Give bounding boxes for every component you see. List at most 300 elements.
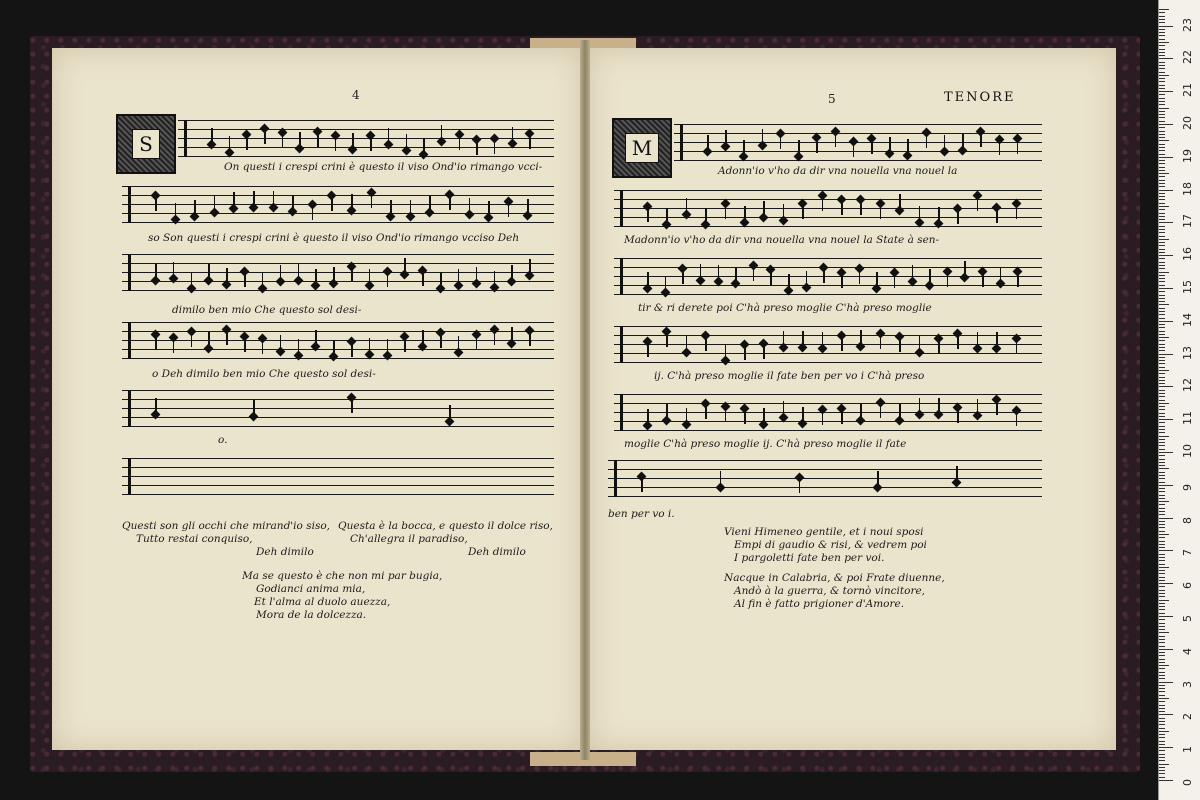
note-stem — [315, 330, 317, 344]
ruler-tick — [1159, 403, 1169, 404]
ruler-tick — [1159, 564, 1165, 565]
note-stem — [351, 343, 353, 357]
ruler-tick — [1159, 741, 1165, 742]
verse-column-2 — [338, 520, 553, 559]
ruler-tick — [1159, 354, 1173, 355]
ruler-tick — [1159, 298, 1165, 299]
note-stem — [823, 269, 825, 283]
note-stem — [762, 129, 764, 143]
note-stem — [488, 201, 490, 215]
verse-line: Tutto restai conquiso, — [136, 533, 253, 545]
ruler-tick — [1159, 734, 1165, 735]
note-stem — [331, 197, 333, 211]
ruler-tick — [1159, 176, 1165, 177]
note-stem — [280, 335, 282, 349]
ruler-tick — [1159, 495, 1165, 496]
ruler-tick — [1159, 504, 1165, 505]
ruler-tick — [1159, 573, 1165, 574]
note-stem — [996, 401, 998, 415]
ruler-number: 6 — [1181, 582, 1194, 590]
note-stem — [175, 203, 177, 217]
clef-mark — [620, 394, 623, 431]
note-stem — [404, 258, 406, 272]
ruler-tick — [1159, 468, 1169, 469]
ruler-tick — [1159, 147, 1165, 148]
note-stem — [406, 134, 408, 148]
ruler-tick — [1159, 764, 1169, 765]
note-stem — [853, 143, 855, 157]
note-stem — [938, 207, 940, 221]
music-staff — [122, 390, 554, 430]
note-stem — [871, 140, 873, 154]
note-stem — [1017, 273, 1019, 287]
note-stem — [982, 273, 984, 287]
ruler-tick — [1159, 436, 1169, 437]
ruler-tick — [1159, 534, 1169, 535]
ruler-number: 2 — [1181, 713, 1194, 721]
ruler-tick — [1159, 445, 1165, 446]
ruler-number: 4 — [1181, 647, 1194, 655]
note-stem — [841, 337, 843, 351]
ruler-tick — [1159, 291, 1165, 292]
note-stem — [298, 264, 300, 278]
ruler-tick — [1159, 518, 1173, 519]
ruler-tick — [1159, 108, 1169, 109]
ruler-tick — [1159, 32, 1165, 33]
ruler-number: 19 — [1181, 148, 1194, 163]
note-stem — [440, 334, 442, 348]
verse-line: Et l'alma al duolo auezza, — [254, 596, 391, 608]
note-stem — [880, 335, 882, 349]
note-stem — [459, 136, 461, 150]
lyric-line: Adonn'io v'ho da dir vna nouella vna nouel la — [718, 165, 958, 177]
note-stem — [494, 331, 496, 345]
ruler-tick — [1159, 121, 1165, 122]
note-stem — [352, 133, 354, 147]
ruler-number: 22 — [1181, 50, 1194, 65]
note-stem — [422, 272, 424, 286]
note-stem — [194, 200, 196, 214]
ruler-tick — [1159, 629, 1165, 630]
ruler-tick — [1159, 691, 1165, 692]
note-stem — [802, 407, 804, 421]
note-stem — [1016, 205, 1018, 219]
note-stem — [763, 408, 765, 422]
note-stem — [744, 206, 746, 220]
note-stem — [155, 197, 157, 211]
ruler-tick — [1159, 62, 1165, 63]
note-stem — [980, 133, 982, 147]
note-stem — [494, 271, 496, 285]
note-stem — [229, 136, 231, 150]
note-stem — [282, 134, 284, 148]
ruler-tick — [1159, 314, 1165, 315]
note-stem — [244, 273, 246, 287]
note-stem — [529, 259, 531, 273]
ruler-tick — [1159, 19, 1165, 20]
lyric-line: so Son questi i crespi crini è questo il viso Ond'io rimango vccisο Deh — [148, 232, 520, 244]
note-stem — [876, 272, 878, 286]
ruler-tick — [1159, 478, 1165, 479]
note-stem — [783, 204, 785, 218]
ruler-tick — [1159, 321, 1173, 322]
measuring-ruler — [1158, 0, 1200, 800]
note-stem — [253, 191, 255, 205]
lyric-line: On questi i crespi crini è questo il viso Ond'io rimango vcci- — [224, 161, 543, 173]
note-stem — [1016, 340, 1018, 354]
verse-line: Godianci anima mia, — [256, 583, 366, 595]
note-stem — [720, 471, 722, 485]
ruler-tick — [1159, 134, 1165, 135]
note-stem — [822, 197, 824, 211]
note-stem — [770, 271, 772, 285]
ruler-tick — [1159, 104, 1165, 105]
ruler-tick — [1159, 744, 1165, 745]
decorated-initial — [116, 114, 176, 174]
lyric-line: Madonn'io v'ho da dir vna nouella vna nouel la State à sen- — [624, 234, 940, 246]
ruler-tick — [1159, 275, 1165, 276]
ruler-tick — [1159, 236, 1165, 237]
ruler-tick — [1159, 209, 1165, 210]
ruler-tick — [1159, 12, 1165, 13]
ruler-tick — [1159, 422, 1165, 423]
ruler-tick — [1159, 154, 1165, 155]
note-stem — [262, 340, 264, 354]
ruler-tick — [1159, 183, 1165, 184]
note-stem — [388, 128, 390, 142]
note-stem — [686, 408, 688, 422]
ruler-tick — [1159, 377, 1165, 378]
note-stem — [788, 274, 790, 288]
ruler-tick — [1159, 137, 1165, 138]
note-stem — [191, 333, 193, 347]
ruler-tick — [1159, 52, 1165, 53]
decorated-initial — [612, 118, 672, 178]
ruler-tick — [1159, 665, 1169, 666]
clef-mark — [184, 120, 187, 157]
ruler-tick — [1159, 655, 1165, 656]
note-stem — [647, 409, 649, 423]
ruler-tick — [1159, 45, 1165, 46]
ruler-tick — [1159, 35, 1165, 36]
note-stem — [841, 201, 843, 215]
note-stem — [957, 335, 959, 349]
ruler-tick — [1159, 167, 1165, 168]
verse-stanza-1 — [724, 526, 927, 565]
lyric-line: dimilo ben mio Che questo sol desi- — [172, 304, 362, 316]
note-stem — [647, 272, 649, 286]
ruler-tick — [1159, 186, 1165, 187]
note-stem — [735, 267, 737, 281]
verse-line: Empi di gaudio & risi, & vedrem poi — [734, 539, 927, 551]
ruler-tick — [1159, 472, 1165, 473]
ruler-tick — [1159, 29, 1165, 30]
note-stem — [977, 332, 979, 346]
ruler-tick — [1159, 16, 1165, 17]
ruler-tick — [1159, 140, 1169, 141]
ruler-tick — [1159, 714, 1173, 715]
ruler-tick — [1159, 590, 1165, 591]
ruler-tick — [1159, 678, 1165, 679]
initial-letter: S — [132, 129, 160, 159]
ruler-number: 5 — [1181, 615, 1194, 622]
ruler-tick — [1159, 131, 1165, 132]
ruler-tick — [1159, 68, 1165, 69]
ruler-tick — [1159, 511, 1165, 512]
ruler-tick — [1159, 514, 1165, 515]
ruler-tick — [1159, 537, 1165, 538]
note-stem — [912, 265, 914, 279]
note-stem — [860, 201, 862, 215]
ruler-tick — [1159, 180, 1165, 181]
note-stem — [292, 195, 294, 209]
music-staff — [122, 322, 554, 362]
ruler-tick — [1159, 337, 1169, 338]
ruler-tick — [1159, 521, 1165, 522]
note-stem — [822, 332, 824, 346]
ruler-tick — [1159, 383, 1165, 384]
ruler-tick — [1159, 646, 1165, 647]
ruler-tick — [1159, 196, 1165, 197]
ruler-tick — [1159, 567, 1169, 568]
ruler-tick — [1159, 708, 1165, 709]
ruler-tick — [1159, 639, 1165, 640]
note-stem — [977, 197, 979, 211]
ruler-tick — [1159, 593, 1165, 594]
ruler-tick — [1159, 226, 1165, 227]
note-stem — [753, 267, 755, 281]
clef-mark — [128, 322, 131, 359]
ruler-tick — [1159, 78, 1165, 79]
ruler-tick — [1159, 26, 1173, 27]
note-stem — [404, 338, 406, 352]
ruler-tick — [1159, 583, 1173, 584]
ruler-tick — [1159, 386, 1173, 387]
ruler-tick — [1159, 347, 1165, 348]
ruler-tick — [1159, 327, 1165, 328]
note-stem — [226, 268, 228, 282]
ruler-tick — [1159, 649, 1173, 650]
note-stem — [744, 410, 746, 424]
ruler-tick — [1159, 232, 1165, 233]
ruler-tick — [1159, 344, 1165, 345]
ruler-tick — [1159, 239, 1169, 240]
ruler-tick — [1159, 475, 1165, 476]
ruler-number: 7 — [1181, 549, 1194, 557]
ruler-tick — [1159, 675, 1165, 676]
note-stem — [926, 134, 928, 148]
ruler-tick — [1159, 190, 1173, 191]
ruler-tick — [1159, 619, 1165, 620]
note-stem — [962, 134, 964, 148]
note-stem — [806, 271, 808, 285]
ruler-tick — [1159, 331, 1165, 332]
ruler-tick — [1159, 193, 1165, 194]
music-staff — [614, 326, 1042, 366]
note-stem — [957, 210, 959, 224]
lyric-line: moglie C'hà preso moglie ij. C'hà preso moglie il fate — [624, 438, 907, 450]
ruler-tick — [1159, 91, 1173, 92]
lyric-line: ij. C'hà preso moglie il fate ben per vo i C'hà preso — [654, 370, 925, 382]
music-staff — [614, 258, 1042, 298]
ruler-tick — [1159, 623, 1165, 624]
note-stem — [312, 206, 314, 220]
note-stem — [783, 331, 785, 345]
ruler-tick — [1159, 580, 1165, 581]
lyric-line: o. — [218, 434, 228, 446]
verse-line: Vieni Himeneo gentile, et i noui sposi — [724, 526, 924, 538]
ruler-tick — [1159, 409, 1165, 410]
ruler-tick — [1159, 442, 1165, 443]
note-stem — [529, 135, 531, 149]
ruler-number: 3 — [1181, 680, 1194, 688]
verse-line: Andò à la guerra, & tornò vincitore, — [734, 585, 926, 597]
ruler-tick — [1159, 65, 1165, 66]
note-stem — [641, 478, 643, 492]
note-stem — [244, 338, 246, 352]
note-stem — [907, 139, 909, 153]
ruler-number: 17 — [1181, 214, 1194, 229]
note-stem — [725, 344, 727, 358]
note-stem — [763, 345, 765, 359]
ruler-tick — [1159, 117, 1165, 118]
note-stem — [725, 130, 727, 144]
ruler-tick — [1159, 554, 1165, 555]
ruler-tick — [1159, 157, 1173, 158]
note-stem — [529, 332, 531, 346]
music-staff — [674, 124, 1042, 164]
ruler-tick — [1159, 449, 1165, 450]
verse-line: Al fin è fatto prigioner d'Amore. — [734, 598, 905, 610]
note-stem — [262, 272, 264, 286]
note-stem — [1016, 412, 1018, 426]
ruler-tick — [1159, 550, 1173, 551]
ruler-tick — [1159, 393, 1165, 394]
ruler-number: 9 — [1181, 483, 1194, 491]
ruler-tick — [1159, 429, 1165, 430]
note-stem — [919, 336, 921, 350]
note-stem — [476, 267, 478, 281]
note-stem — [476, 336, 478, 350]
ruler-tick — [1159, 285, 1165, 286]
note-stem — [273, 191, 275, 205]
ruler-tick — [1159, 632, 1169, 633]
verse-line: Questa è la bocca, e questo il dolce riso, — [338, 520, 553, 532]
note-stem — [476, 141, 478, 155]
ruler-tick — [1159, 114, 1165, 115]
note-stem — [458, 336, 460, 350]
ruler-tick — [1159, 363, 1165, 364]
ruler-tick — [1159, 557, 1165, 558]
ruler-tick — [1159, 688, 1165, 689]
ruler-tick — [1159, 101, 1165, 102]
note-stem — [880, 404, 882, 418]
note-stem — [938, 398, 940, 412]
ruler-tick — [1159, 255, 1173, 256]
note-stem — [822, 411, 824, 425]
ruler-tick — [1159, 357, 1165, 358]
ruler-tick — [1159, 731, 1169, 732]
ruler-tick — [1159, 452, 1173, 453]
note-stem — [957, 409, 959, 423]
ruler-number: 21 — [1181, 83, 1194, 98]
ruler-tick — [1159, 672, 1165, 673]
ruler-tick — [1159, 698, 1169, 699]
ruler-tick — [1159, 311, 1165, 312]
note-stem — [226, 331, 228, 345]
note-stem — [707, 135, 709, 149]
note-stem — [880, 205, 882, 219]
note-stem — [351, 194, 353, 208]
book-gutter — [580, 40, 590, 760]
note-stem — [996, 209, 998, 223]
ruler-tick — [1159, 439, 1165, 440]
ruler-tick — [1159, 616, 1173, 617]
ruler-tick — [1159, 265, 1165, 266]
note-stem — [511, 327, 513, 341]
note-stem — [798, 140, 800, 154]
ruler-tick — [1159, 527, 1165, 528]
note-stem — [351, 399, 353, 413]
note-stem — [264, 130, 266, 144]
ruler-tick — [1159, 760, 1165, 761]
note-stem — [919, 206, 921, 220]
note-stem — [1017, 140, 1019, 154]
ruler-tick — [1159, 22, 1165, 23]
note-stem — [763, 201, 765, 215]
ruler-tick — [1159, 219, 1165, 220]
note-stem — [647, 343, 649, 357]
ruler-tick — [1159, 163, 1165, 164]
note-stem — [371, 194, 373, 208]
note-stem — [647, 208, 649, 222]
note-stem — [889, 137, 891, 151]
note-stem — [508, 203, 510, 217]
note-stem — [449, 196, 451, 210]
ruler-tick — [1159, 724, 1165, 725]
ruler-tick — [1159, 570, 1165, 571]
ruler-tick — [1159, 318, 1165, 319]
ruler-tick — [1159, 711, 1165, 712]
ruler-tick — [1159, 406, 1165, 407]
ruler-tick — [1159, 718, 1165, 719]
ruler-number: 0 — [1181, 779, 1194, 786]
note-stem — [725, 408, 727, 422]
ruler-tick — [1159, 301, 1165, 302]
ruler-tick — [1159, 268, 1165, 269]
clef-mark — [620, 190, 623, 227]
note-stem — [665, 276, 667, 290]
clef-mark — [614, 460, 617, 497]
note-stem — [298, 339, 300, 353]
right-page — [588, 48, 1116, 750]
ruler-tick — [1159, 206, 1169, 207]
clef-mark — [128, 186, 131, 223]
clef-mark — [620, 326, 623, 363]
note-stem — [458, 269, 460, 283]
ruler-tick — [1159, 544, 1165, 545]
note-stem — [390, 200, 392, 214]
note-stem — [214, 196, 216, 210]
note-stem — [494, 140, 496, 154]
ruler-tick — [1159, 462, 1165, 463]
ruler-tick — [1159, 9, 1169, 10]
music-staff — [608, 460, 1042, 500]
note-stem — [899, 338, 901, 352]
ruler-tick — [1159, 278, 1165, 279]
voice-part-label: TENORE — [944, 90, 1016, 105]
verse-line: Nacque in Calabria, & poi Frate diuenne, — [724, 572, 945, 584]
